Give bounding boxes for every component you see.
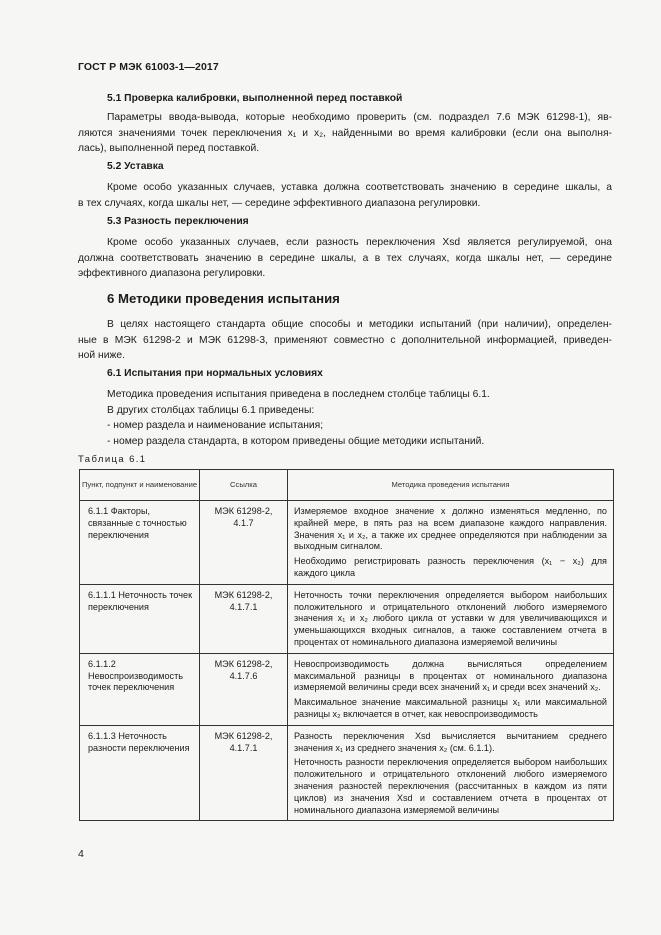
page-number: 4 — [78, 848, 84, 860]
table-caption: Таблица 6.1 — [78, 454, 147, 465]
reference-cell: МЭК 61298-2, 4.1.7.1 — [200, 584, 288, 653]
text-line: ной ниже. — [78, 350, 125, 361]
paragraph-5-1 — [78, 110, 612, 157]
item-cell: 6.1.1 Факторы, связанные с точностью переключения — [80, 501, 200, 585]
method-paragraph: Неточность разности переключения определяется выбором наибольших положительного и отрицательного отклонений любого измеряемого значения разностей переключения (рассчитанных в каждом из пяти циклов) из значения Xsd и составлением отчета в процентах от номинального диапазона измеряемой величины — [294, 757, 607, 815]
paragraph-5-2 — [78, 180, 612, 211]
item-cell: 6.1.1.3 Неточность разности переключения — [80, 725, 200, 821]
method-cell — [288, 653, 614, 725]
heading-6-1: 6.1 Испытания при нормальных условиях — [107, 368, 323, 379]
method-paragraph: Разность переключения Xsd вычисляется вычитанием среднего значения x₁ из среднего значения x₂ (см. 6.1.1). — [294, 730, 607, 753]
table-row — [80, 501, 614, 585]
heading-6: 6 Методики проведения испытания — [107, 291, 340, 306]
text-line: ляются значениями точек переключения x₁ и x₂, найденными во время калибровки (если она выполня- — [78, 127, 612, 139]
text-line: Методика проведения испытания приведена в последнем столбце таблицы 6.1. — [107, 389, 490, 400]
text-line: ные в МЭК 61298-2 и МЭК 61298-3, применяют совместно с дополнительной информацией, приведен- — [78, 334, 612, 346]
reference-cell: МЭК 61298-2, 4.1.7.1 — [200, 725, 288, 821]
heading-5-2: 5.2 Уставка — [107, 161, 164, 172]
paragraph-6 — [78, 317, 612, 364]
method-cell — [288, 501, 614, 585]
table-header-row — [80, 470, 614, 501]
text-line: В целях настоящего стандарта общие способы и методики испытаний (при наличии), определен- — [107, 319, 612, 330]
method-paragraph: Необходимо регистрировать разность переключения (x₁ − x₂) для каждого цикла — [294, 556, 607, 578]
method-cell — [288, 725, 614, 821]
reference-cell: МЭК 61298-2, 4.1.7.6 — [200, 653, 288, 725]
paragraph-5-3 — [78, 235, 612, 282]
test-methods-table — [79, 469, 614, 821]
text-line: должна соответствовать значению в середине шкалы, а в тех случаях, когда шкалы нет, — середине — [78, 252, 612, 264]
text-line: В других столбцах таблицы 6.1 приведены: — [107, 404, 315, 416]
method-paragraph: Измеряемое входное значение x должно изменяться медленно, по крайней мере, в пять раз на всем диапазоне каждого направления. Значения x₁ и x₂, а также их среднее определяются при наблюдении за выходным сигналом. — [294, 506, 607, 552]
paragraph-6-1 — [78, 387, 612, 449]
column-header-reference: Ссылка — [200, 470, 288, 501]
text-line: лась), выполненной перед поставкой. — [78, 143, 260, 154]
method-paragraph: Максимальное значение максимальной разницы x₁ или максимальной разницы x₂ включается в отчет, как невоспроизводимость — [294, 697, 607, 719]
method-paragraph: Невоспроизводимость должна вычисляться определением максимальной разницы в процентах от номинального диапазона измеряемой величины среди всех значений x₁ и среди всех значений x₂. — [294, 658, 607, 693]
table-row — [80, 584, 614, 653]
text-line: Кроме особо указанных случаев, если разность переключения Xsd является регулируемой, она — [107, 237, 612, 248]
document-header: ГОСТ Р МЭК 61003-1—2017 — [78, 61, 219, 73]
text-line: - номер раздела и наименование испытания; — [107, 420, 324, 431]
text-line: эффективного диапазона регулировки. — [78, 268, 266, 279]
text-line: Кроме особо указанных случаев, уставка должна соответствовать значению в середине шкалы, а — [107, 182, 612, 193]
item-cell: 6.1.1.1 Неточность точек переключения — [80, 584, 200, 653]
method-cell — [288, 584, 614, 653]
table-row — [80, 725, 614, 821]
method-paragraph: Неточность точки переключения определяется выбором наибольших положительного и отрицательного отклонений любого измеряемого значения x₁ и x₂ любого цикла от уставки w для увеличивающихся и уменьшающихся входных сигналов, а также составлением отчета в процентах от номинального диапазона измеряемой величины — [294, 589, 607, 647]
heading-5-1: 5.1 Проверка калибровки, выполненной перед поставкой — [107, 93, 403, 104]
text-line: Параметры ввода-вывода, которые необходимо проверить (см. подраздел 7.6 МЭК 61298-1), яв- — [107, 112, 612, 123]
heading-5-3: 5.3 Разность переключения — [107, 216, 249, 227]
text-line: в тех случаях, когда шкалы нет, — середине эффективного диапазона регулировки. — [78, 197, 481, 209]
column-header-item: Пункт, подпункт и наименование — [80, 470, 200, 501]
column-header-method: Методика проведения испытания — [288, 470, 614, 501]
text-line: - номер раздела стандарта, в котором приведены общие методики испытаний. — [107, 435, 485, 447]
item-cell: 6.1.1.2 Невоспроизводимость точек переключения — [80, 653, 200, 725]
reference-cell: МЭК 61298-2, 4.1.7 — [200, 501, 288, 585]
table-row — [80, 653, 614, 725]
